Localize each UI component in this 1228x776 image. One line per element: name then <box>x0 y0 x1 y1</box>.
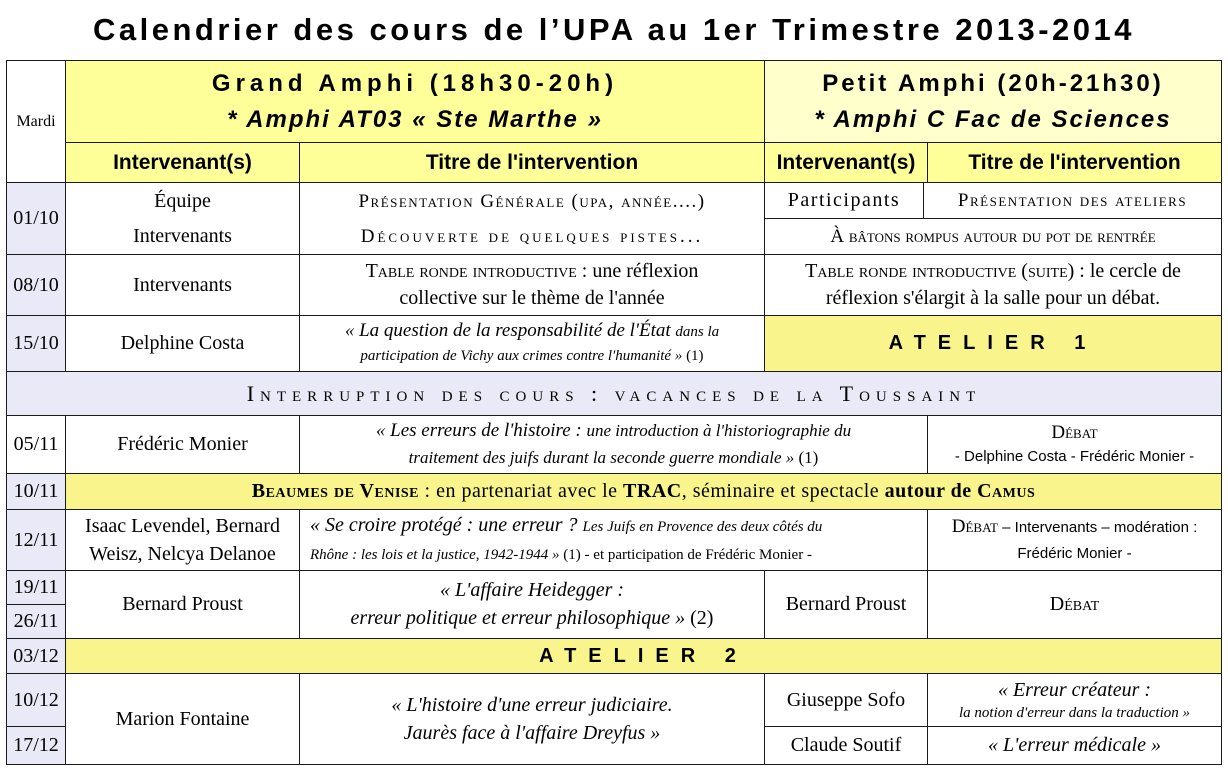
col-header-title-grand: Titre de l'intervention <box>300 143 765 183</box>
title-smallcaps: Table ronde introductive <box>365 260 577 282</box>
petit-amphi-time: Petit Amphi (20h-21h30) <box>822 69 1164 97</box>
petit-speaker: Giuseppe Sofo <box>786 689 906 711</box>
footnote-ref: (2) <box>690 606 714 629</box>
title-main: « La question de la responsabilité de l'État <box>344 320 676 341</box>
petit-amphi-room: * Amphi C Fac de Sciences <box>814 105 1172 133</box>
debat-cell <box>928 510 1222 571</box>
interruption-row <box>7 372 1222 416</box>
table-row <box>7 571 1222 639</box>
petit-title: Présentation des ateliers <box>957 189 1188 211</box>
date-cell: 12/11 <box>7 510 66 571</box>
column-header-row <box>7 143 1222 183</box>
debat-rest: – Intervenants – modération : <box>997 518 1198 536</box>
title-sub: une introduction à l'historiographie du <box>586 420 852 440</box>
date-line: 17/12 <box>7 726 65 764</box>
table-row <box>7 639 1222 674</box>
petit-amphi-line <box>765 183 1221 218</box>
title-line <box>303 344 761 368</box>
title-cell <box>300 674 765 765</box>
date-line: 26/11 <box>7 604 65 638</box>
petit-amphi-cell <box>765 255 1222 316</box>
title-line: Présentation Générale (upa, année....) <box>358 190 706 212</box>
speaker-cell: Delphine Costa <box>66 316 300 372</box>
title-note: (1) - et participation de Frédéric Monier - <box>563 546 812 563</box>
petit-speaker-cell <box>765 674 928 765</box>
speaker-cell: Intervenants <box>66 255 300 316</box>
petit-amphi-cell <box>765 183 1222 255</box>
page-title: Calendrier des cours de l’UPA au 1er Trimestre 2013-2014 <box>92 12 1136 47</box>
speaker-cell <box>66 510 300 571</box>
speaker-line: Équipe <box>154 189 211 212</box>
grand-amphi-header <box>66 61 765 143</box>
petit-speaker: Participants <box>765 183 924 218</box>
debat-label: Débat <box>951 515 998 537</box>
debat-line <box>931 514 1218 541</box>
table-row <box>7 416 1222 474</box>
date-cell: 05/11 <box>7 416 66 474</box>
petit-title-line: « Erreur créateur : <box>997 679 1152 701</box>
beaumes-place: Beaumes de Venise <box>251 480 420 502</box>
title-cell <box>300 416 928 474</box>
debat-cell <box>928 416 1222 474</box>
table-row <box>7 474 1222 510</box>
speaker-cell: Marion Fontaine <box>66 674 300 765</box>
title-line: « L'affaire Heidegger : <box>439 578 625 601</box>
petit-title-cell: Débat <box>928 571 1222 639</box>
date-cell: 01/10 <box>7 183 66 255</box>
table-row <box>7 316 1222 372</box>
date-line: 10/12 <box>13 689 59 711</box>
title-sub: participation de Vichy aux crimes contre l'humanité » <box>360 348 687 364</box>
day-label: Mardi <box>7 61 66 183</box>
petit-title-line: À bâtons rompus autour du pot de rentrée <box>765 218 1221 254</box>
footnote-ref: (1) <box>798 447 819 467</box>
table-row <box>7 674 1222 765</box>
speaker-cell: Bernard Proust <box>66 571 300 639</box>
petit-title-line: « L'erreur médicale » <box>928 726 1221 764</box>
footnote-ref: (1) <box>686 348 704 364</box>
title-line <box>303 319 761 344</box>
debat-label: Débat <box>1051 421 1098 443</box>
speaker-cell <box>66 183 300 255</box>
petit-title-sub: la notion d'erreur dans la traduction » <box>959 705 1190 721</box>
debat-participants: - Delphine Costa - Frédéric Monier - <box>954 447 1195 465</box>
petit-speaker: Claude Soutif <box>765 726 927 764</box>
beaumes-banner <box>66 474 1222 510</box>
speaker-line: Isaac Levendel, Bernard <box>85 515 280 537</box>
course-calendar-table <box>6 60 1222 765</box>
title-line: Découverte de quelques pistes... <box>360 225 704 247</box>
date-line: 19/11 <box>13 576 59 598</box>
title-cell <box>300 510 928 571</box>
title-line: « L'histoire d'une erreur judiciaire. <box>391 694 673 716</box>
title-line: Jaurès face à l'affaire Dreyfus » <box>403 722 661 744</box>
title-main: « Se croire protégé : une erreur ? <box>310 513 583 536</box>
date-cell: 15/10 <box>7 316 66 372</box>
petit-title-line: réflexion s'élargit à la salle pour un débat. <box>825 287 1161 309</box>
title-line <box>303 604 761 634</box>
title-line <box>303 258 761 285</box>
title-line <box>303 418 924 445</box>
title-cell <box>300 183 765 255</box>
title-rest: : une réflexion <box>576 260 699 282</box>
grand-amphi-room: * Amphi AT03 « Ste Marthe » <box>227 105 603 133</box>
grand-amphi-time: Grand Amphi (18h30-20h) <box>211 69 619 97</box>
petit-title-block <box>928 674 1221 726</box>
beaumes-trac: TRAC <box>623 480 682 502</box>
speaker-cell: Frédéric Monier <box>66 416 300 474</box>
title-cell <box>300 316 765 372</box>
title-line <box>303 445 924 472</box>
petit-amphi-header <box>765 61 1222 143</box>
col-header-speakers-grand: Intervenant(s) <box>66 143 300 183</box>
date-cell <box>7 674 66 765</box>
atelier-banner: ATELIER 1 <box>765 316 1222 372</box>
amphi-header-row <box>7 61 1222 143</box>
interruption-banner: Interruption des cours : vacances de la Toussaint <box>7 372 1222 416</box>
petit-title-cell <box>928 674 1222 765</box>
speaker-line: Weisz, Nelcya Delanoe <box>89 543 276 565</box>
title-cell <box>300 571 765 639</box>
date-cell: 03/12 <box>7 639 66 674</box>
title-line <box>310 541 924 569</box>
title-sub: Rhône : les lois et la justice, 1942-1944 » <box>310 546 564 563</box>
atelier-banner: ATELIER 2 <box>66 639 1222 674</box>
beaumes-text: , séminaire et spectacle <box>681 480 885 502</box>
date-cell: 10/11 <box>7 474 66 510</box>
title-sub: Les Juifs en Provence des deux côtés du <box>582 518 823 535</box>
title-line <box>310 512 924 541</box>
table-row <box>7 183 1222 255</box>
title-cell <box>300 255 765 316</box>
petit-title-smallcaps: Table ronde introductive (suite) <box>805 260 1075 282</box>
petit-title-rest: : le cercle de <box>1074 260 1181 282</box>
table-row <box>7 255 1222 316</box>
title-line: collective sur le thème de l'année <box>399 287 665 309</box>
date-cell <box>7 571 66 639</box>
title-main: « Les erreurs de l'histoire : <box>375 419 587 441</box>
petit-title-line <box>768 258 1218 285</box>
col-header-title-petit: Titre de l'intervention <box>928 143 1222 183</box>
date-cell: 08/10 <box>7 255 66 316</box>
beaumes-text: : en partenariat avec le <box>419 480 624 502</box>
title-sub: dans la <box>675 324 720 340</box>
beaumes-camus: Camus <box>977 480 1036 502</box>
beaumes-text-bold: autour de <box>884 480 978 502</box>
col-header-speakers-petit: Intervenant(s) <box>765 143 928 183</box>
petit-speaker-cell: Bernard Proust <box>765 571 928 639</box>
title-main: erreur politique et erreur philosophique » <box>350 606 691 629</box>
debat-moderator: Frédéric Monier - <box>1017 544 1132 562</box>
title-sub: traitement des juifs durant la seconde guerre mondiale » <box>408 447 799 467</box>
speaker-line: Intervenants <box>133 224 232 247</box>
table-row <box>7 510 1222 571</box>
